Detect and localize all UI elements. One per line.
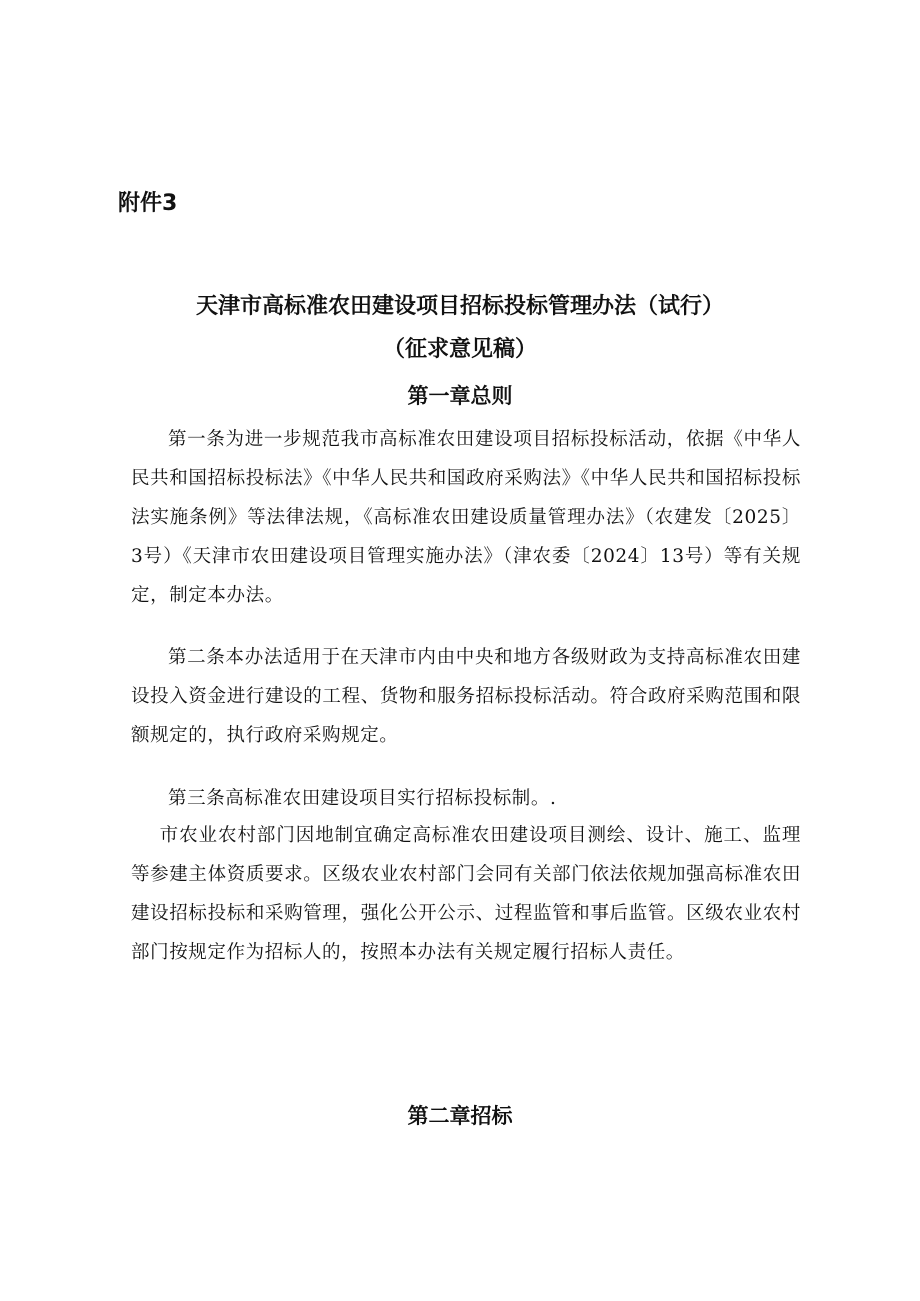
chapter-heading-bidding: 第二章招标 bbox=[407, 1104, 513, 1128]
article-3-paragraph: 第三条高标准农田建设项目实行招标投标制。. bbox=[168, 788, 557, 809]
article-2-paragraph: 第二条本办法适用于在天津市内由中央和地方各级财政为支持高标准农田建设投入资金进行建设的工程、货物和服务招标投标活动。符合政府采购范围和限额规定的，执行政府采购规定。 bbox=[131, 647, 801, 746]
article-3-continuation-paragraph: 市农业农村部门因地制宜确定高标准农田建设项目测绘、设计、施工、监理等参建主体资质要求。区级农业农村部门会同有关部门依法依规加强高标准农田建设招标投标和采购管理，强化公开公示、过程监管和事后监管。区级农业农村部门按规定作为招标人的，按照本办法有关规定履行招标人责任。 bbox=[131, 825, 801, 963]
chapter-heading-general: 第一章总则 bbox=[407, 384, 513, 408]
article-1-paragraph: 第一条为进一步规范我市高标准农田建设项目招标投标活动，依据《中华人民共和国招标投标法》《中华人民共和国政府采购法》《中华人民共和国招标投标法实施条例》等法律法规，《高标准农田建设质量管理办法》（农建发〔2025〕3号）《天津市农田建设项目管理实施办法》（津农委〔2024〕13号）等有关规定，制定本办法。 bbox=[131, 429, 801, 606]
attachment-label: 附件3 bbox=[118, 191, 178, 216]
document-title: 天津市高标准农田建设项目招标投标管理办法（试行） bbox=[195, 294, 724, 319]
document-subtitle: （征求意见稿） bbox=[382, 337, 537, 362]
